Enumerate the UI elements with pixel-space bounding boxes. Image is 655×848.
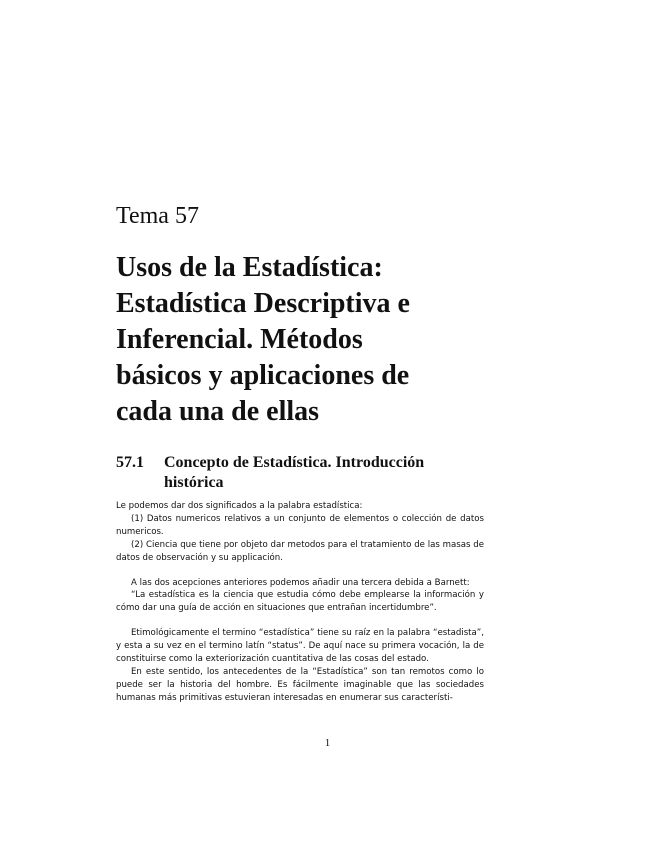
chapter-title [116, 250, 496, 430]
section-number: 57.1 [116, 454, 144, 471]
section-title: Concepto de Estadística. Introducción histórica [164, 454, 425, 491]
chapter-title-line: cada una de ellas [116, 396, 320, 427]
body-text [116, 500, 484, 705]
chapter-title-line: Usos de la Estadística: [116, 252, 383, 283]
paragraph: A las dos acepciones anteriores podemos añadir una tercera debida a Barnett: [131, 577, 470, 588]
page-number: 1 [324, 737, 331, 749]
paragraph: Etimológicamente el termino “estadística” tiene su raíz en la palabra “estadista”, y esta a su vez en el termino latín “status”. De aquí nace su primera vocación, la de constituirse como la exteriorización cuantitativa de las cosas del estado. [116, 628, 484, 665]
paragraph: Le podemos dar dos significados a la palabra estadística: [116, 501, 363, 511]
chapter-title-line: Estadística Descriptiva e [116, 288, 410, 319]
section-heading [116, 453, 486, 493]
chapter-title-line: Inferencial. Métodos [116, 324, 363, 355]
chapter-title-line: básicos y aplicaciones de [116, 360, 410, 391]
paragraph: (2) Ciencia que tiene por objeto dar metodos para el tratamiento de las masas de datos de observación y su applicación. [116, 539, 484, 563]
quote-paragraph: “La estadística es la ciencia que estudia cómo debe emplearse la información y cómo dar una guía de acción en situaciones que entrañan incertidumbre”. [116, 590, 484, 614]
chapter-label: Tema 57 [116, 203, 199, 229]
paragraph: (1) Datos numericos relativos a un conjunto de elementos o colección de datos numericos. [116, 513, 484, 537]
paragraph: En este sentido, los antecedentes de la “Estadística” son tan remotos como lo puede ser la historia del hombre. Es fácilmente imaginable que las sociedades humanas más primitivas estuvieran interesadas en enumerar sus característi- [116, 666, 484, 703]
